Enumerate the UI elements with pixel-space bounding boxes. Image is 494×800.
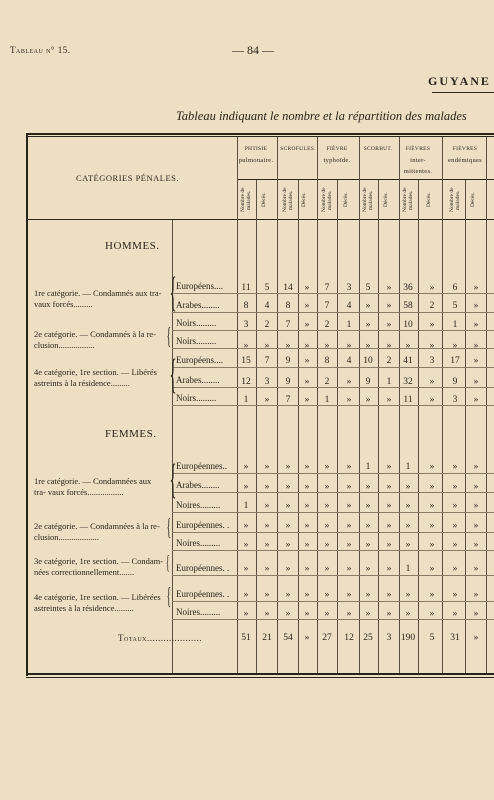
table-cell: »: [264, 609, 270, 619]
row-rule: [172, 473, 494, 474]
table-cell: 1: [324, 395, 330, 405]
row-label: Noirs.........: [176, 318, 217, 328]
disease-header: FIÈVRE: [326, 146, 348, 152]
table-cell: »: [365, 320, 371, 330]
table-cell: »: [473, 590, 479, 600]
table-cell: »: [264, 521, 270, 531]
table-cell: »: [324, 609, 330, 619]
row-label: Noirs.........: [176, 393, 217, 403]
table-cell: »: [304, 564, 310, 574]
row-rule: [172, 293, 494, 294]
table-cell: »: [285, 341, 291, 351]
row-label: Européennes. .: [176, 520, 230, 530]
header-bottom-rule: [26, 219, 494, 220]
row-rule: [172, 405, 494, 406]
table-cell: »: [304, 609, 310, 619]
table-cell: »: [346, 521, 352, 531]
table-cell: 58: [403, 301, 413, 311]
table-cell: »: [285, 540, 291, 550]
table-cell: »: [386, 283, 392, 293]
disease-header-rule: [237, 179, 494, 180]
table-cell: »: [452, 540, 458, 550]
table-cell: 9: [285, 356, 291, 366]
table-cell: 32: [403, 377, 413, 387]
table-cell: »: [473, 564, 479, 574]
subheader: Décès.: [343, 192, 349, 208]
table-cell: »: [365, 341, 371, 351]
table-cell: »: [429, 609, 435, 619]
table-cell: »: [405, 521, 411, 531]
table-cell: »: [386, 501, 392, 511]
table-cell: »: [346, 377, 352, 387]
table-cell: »: [473, 501, 479, 511]
table-cell: »: [304, 590, 310, 600]
disease-header: SCORBUT.: [363, 146, 393, 152]
row-rule: [172, 492, 494, 493]
table-cell: »: [324, 590, 330, 600]
subheader: Décès.: [261, 192, 267, 208]
table-cell: 11: [403, 395, 413, 405]
subheader: Décès.: [470, 192, 476, 208]
table-cell: 5: [365, 283, 371, 293]
table-cell: »: [452, 609, 458, 619]
disease-header: mittentes.: [403, 168, 433, 175]
table-cell: »: [429, 590, 435, 600]
table-cell: »: [473, 377, 479, 387]
table-cell: 1: [243, 395, 249, 405]
table-cell: 1: [405, 462, 411, 472]
table-cell: »: [452, 341, 458, 351]
table-cell: 12: [241, 377, 251, 387]
table-cell: »: [386, 540, 392, 550]
table-cell: »: [452, 462, 458, 472]
table-cell: »: [346, 609, 352, 619]
table-cell: 7: [324, 283, 330, 293]
table-cell: 10: [363, 356, 373, 366]
table-cell: »: [473, 301, 479, 311]
table-cell: »: [365, 482, 371, 492]
table-cell: »: [365, 540, 371, 550]
disease-header: FIÈVRES: [405, 146, 431, 152]
table-cell: »: [243, 609, 249, 619]
subheader: Décès.: [383, 192, 389, 208]
table-cell: »: [405, 609, 411, 619]
section-hommes: HOMMES.: [105, 240, 160, 252]
header-rule: [432, 92, 494, 93]
table-cell: »: [304, 320, 310, 330]
page-number: — 84 —: [232, 43, 274, 57]
category-label: 2e catégorie. — Condamnées à la re- clusion...................: [34, 521, 160, 542]
table-cell: »: [346, 395, 352, 405]
category-label: 2e catégorie. — Condamnés à la re- clusion.................: [34, 329, 157, 350]
table-cell: 7: [285, 320, 291, 330]
table-top-rule: [26, 133, 494, 135]
table-cell: »: [304, 521, 310, 531]
table-cell: »: [405, 590, 411, 600]
table-cell: »: [324, 341, 330, 351]
table-cell: »: [473, 341, 479, 351]
total-cell: 21: [262, 633, 272, 643]
categories-header: CATÉGORIES PÉNALES.: [76, 173, 180, 183]
row-label: Européens....: [176, 281, 223, 291]
table-cell: 1: [346, 320, 352, 330]
table-cell: »: [243, 482, 249, 492]
table-left-border: [26, 133, 28, 676]
total-cell: 54: [283, 633, 293, 643]
totals-label: Totaux....................: [118, 633, 203, 643]
table-cell: »: [386, 521, 392, 531]
table-cell: »: [285, 501, 291, 511]
row-rule: [172, 330, 494, 331]
table-title: Tableau indiquant le nombre et la répartition des malades: [176, 109, 467, 123]
subheader: Nombre de malades.: [321, 187, 333, 213]
row-label: Européennes. .: [176, 589, 230, 599]
table-cell: »: [324, 540, 330, 550]
table-number: Tableau n° 15.: [10, 45, 71, 55]
brace: {: [169, 457, 177, 503]
table-cell: »: [264, 590, 270, 600]
table-cell: 1: [452, 320, 458, 330]
table-cell: »: [365, 301, 371, 311]
table-cell: »: [473, 540, 479, 550]
total-cell: 190: [400, 633, 416, 643]
brace: {: [166, 515, 172, 541]
table-cell: »: [452, 521, 458, 531]
table-cell: 7: [264, 356, 270, 366]
row-label: Européennes. .: [176, 563, 230, 573]
table-cell: »: [473, 283, 479, 293]
table-cell: »: [324, 564, 330, 574]
total-cell: 12: [344, 633, 354, 643]
table-cell: »: [429, 521, 435, 531]
total-cell: 31: [450, 633, 460, 643]
table-cell: »: [386, 320, 392, 330]
table-cell: »: [386, 609, 392, 619]
total-cell: 27: [322, 633, 332, 643]
table-cell: »: [243, 521, 249, 531]
disease-header: PHTISIE: [244, 146, 268, 152]
table-cell: »: [346, 482, 352, 492]
column-rule: [465, 180, 466, 673]
disease-header: SCROFULES.: [280, 146, 316, 152]
table-cell: »: [243, 462, 249, 472]
table-cell: 3: [243, 320, 249, 330]
table-cell: »: [405, 341, 411, 351]
disease-header: FIÈVRES: [452, 146, 478, 152]
table-cell: 11: [241, 283, 251, 293]
table-cell: »: [264, 482, 270, 492]
table-cell: »: [346, 462, 352, 472]
brace: {: [169, 270, 177, 316]
table-cell: 9: [452, 377, 458, 387]
table-cell: »: [346, 540, 352, 550]
table-cell: 8: [285, 301, 291, 311]
subheader: Nombre de malades.: [362, 187, 374, 213]
row-rule: [172, 575, 494, 576]
row-label: Européennes..: [176, 461, 227, 471]
column-rule: [418, 180, 419, 673]
table-cell: »: [264, 395, 270, 405]
table-cell: 5: [452, 301, 458, 311]
table-cell: 1: [386, 377, 392, 387]
table-cell: »: [452, 564, 458, 574]
table-cell: »: [264, 540, 270, 550]
table-cell: 10: [403, 320, 413, 330]
row-rule: [172, 550, 494, 551]
row-label: Arabes........: [176, 480, 220, 490]
total-cell: »: [473, 633, 479, 643]
row-rule: [172, 532, 494, 533]
table-cell: »: [264, 462, 270, 472]
column-rule: [378, 180, 379, 673]
brace: {: [165, 552, 170, 574]
table-cell: 4: [346, 356, 352, 366]
table-cell: »: [429, 283, 435, 293]
column-rule: [256, 180, 257, 673]
table-cell: 3: [346, 283, 352, 293]
brace: {: [169, 352, 177, 398]
table-cell: »: [285, 609, 291, 619]
table-cell: »: [346, 341, 352, 351]
category-label: 1re catégorie. — Condamnés aux tra- vaux forcés.........: [34, 288, 162, 309]
brace: {: [166, 584, 172, 610]
row-label: Noires.........: [176, 607, 221, 617]
table-cell: »: [365, 590, 371, 600]
table-cell: »: [386, 462, 392, 472]
table-cell: »: [324, 501, 330, 511]
region-title: GUYANE: [428, 74, 491, 88]
table-cell: »: [386, 590, 392, 600]
table-cell: »: [304, 395, 310, 405]
table-cell: »: [285, 462, 291, 472]
table-cell: 8: [243, 301, 249, 311]
table-cell: »: [429, 540, 435, 550]
category-label: 4e catégorie, 1re section. — Libérés astreints à la résidence.........: [34, 367, 157, 388]
subheader: Nombre de malades.: [402, 187, 414, 213]
table-cell: »: [473, 395, 479, 405]
table-cell: »: [243, 564, 249, 574]
table-cell: »: [405, 540, 411, 550]
table-cell: »: [405, 501, 411, 511]
table-cell: »: [304, 341, 310, 351]
table-cell: »: [452, 590, 458, 600]
disease-header: endémiques: [447, 157, 483, 164]
column-rule: [337, 180, 338, 673]
table-cell: »: [264, 501, 270, 511]
subheader: Décès.: [301, 192, 307, 208]
row-rule: [172, 387, 494, 388]
table-cell: »: [386, 564, 392, 574]
table-cell: »: [285, 482, 291, 492]
table-cell: 41: [403, 356, 413, 366]
category-label: 4e catégorie, 1re section. — Libérées astreintes à la résidence.........: [34, 592, 161, 613]
table-cell: »: [473, 320, 479, 330]
table-cell: »: [346, 564, 352, 574]
table-cell: »: [473, 482, 479, 492]
table-cell: »: [324, 462, 330, 472]
row-label: Arabes........: [176, 375, 220, 385]
row-rule: [172, 312, 494, 313]
row-rule: [172, 601, 494, 602]
table-cell: »: [243, 590, 249, 600]
table-cell: »: [365, 521, 371, 531]
table-cell: 1: [365, 462, 371, 472]
total-cell: 5: [429, 633, 435, 643]
table-cell: 3: [452, 395, 458, 405]
table-cell: »: [429, 320, 435, 330]
row-rule: [172, 512, 494, 513]
table-cell: »: [429, 377, 435, 387]
table-cell: »: [304, 283, 310, 293]
table-cell: 2: [324, 320, 330, 330]
table-cell: »: [324, 521, 330, 531]
table-cell: »: [365, 564, 371, 574]
table-cell: »: [473, 609, 479, 619]
disease-header: inter-: [410, 157, 426, 164]
table-cell: »: [473, 462, 479, 472]
total-cell: 51: [241, 633, 251, 643]
table-cell: »: [429, 395, 435, 405]
table-cell: »: [429, 462, 435, 472]
table-cell: 3: [264, 377, 270, 387]
disease-header: typhoïde.: [323, 157, 351, 164]
row-label: Arabes........: [176, 300, 220, 310]
total-cell: 3: [386, 633, 392, 643]
table-cell: »: [304, 356, 310, 366]
subheader: Nombre de malades.: [449, 187, 461, 213]
table-cell: 36: [403, 283, 413, 293]
subheader: Nombre de malades.: [282, 187, 294, 213]
table-cell: 7: [285, 395, 291, 405]
table-cell: 1: [405, 564, 411, 574]
table-cell: »: [346, 501, 352, 511]
section-femmes: FEMMES.: [105, 428, 157, 440]
table-cell: 9: [365, 377, 371, 387]
table-cell: 5: [264, 283, 270, 293]
table-cell: »: [429, 341, 435, 351]
table-cell: »: [386, 301, 392, 311]
table-cell: »: [304, 540, 310, 550]
table-top-rule-thin: [26, 136, 494, 137]
subheader: Décès.: [426, 192, 432, 208]
table-cell: 2: [429, 301, 435, 311]
table-cell: »: [285, 521, 291, 531]
table-cell: »: [243, 341, 249, 351]
brace: {: [166, 324, 172, 350]
table-cell: 15: [241, 356, 251, 366]
table-cell: »: [405, 482, 411, 492]
row-label: Noirs.........: [176, 336, 217, 346]
table-cell: »: [304, 301, 310, 311]
total-cell: »: [304, 633, 310, 643]
table-cell: 4: [264, 301, 270, 311]
table-cell: 14: [283, 283, 293, 293]
table-cell: 6: [452, 283, 458, 293]
table-cell: »: [473, 521, 479, 531]
total-cell: 25: [363, 633, 373, 643]
table-cell: 1: [243, 501, 249, 511]
table-cell: 7: [324, 301, 330, 311]
row-rule: [172, 367, 494, 368]
table-cell: »: [452, 501, 458, 511]
table-cell: »: [365, 395, 371, 405]
table-cell: »: [285, 590, 291, 600]
category-label: 1re catégorie. — Condamnées aux tra- vaux forcés.................: [34, 476, 152, 497]
table-cell: »: [324, 482, 330, 492]
table-cell: »: [264, 341, 270, 351]
table-cell: »: [429, 564, 435, 574]
table-bottom-rule-thin: [26, 677, 494, 678]
table-cell: 4: [346, 301, 352, 311]
row-label: Noires.........: [176, 500, 221, 510]
table-cell: »: [429, 501, 435, 511]
table-cell: »: [386, 341, 392, 351]
row-rule: [172, 619, 494, 620]
table-cell: 2: [264, 320, 270, 330]
table-cell: 9: [285, 377, 291, 387]
table-cell: »: [285, 564, 291, 574]
table-cell: »: [243, 540, 249, 550]
table-cell: »: [452, 482, 458, 492]
table-cell: »: [304, 462, 310, 472]
table-cell: 17: [450, 356, 460, 366]
table-cell: »: [346, 590, 352, 600]
table-cell: »: [304, 482, 310, 492]
subheader: Nombre de malades.: [240, 187, 252, 213]
table-cell: »: [386, 482, 392, 492]
table-cell: »: [365, 609, 371, 619]
category-label: 3e catégorie, 1re section. — Condam- nées correctionnellement.......: [34, 556, 164, 577]
table-cell: »: [304, 501, 310, 511]
table-bottom-rule: [26, 673, 494, 675]
table-cell: »: [264, 564, 270, 574]
table-cell: »: [304, 377, 310, 387]
table-cell: »: [386, 395, 392, 405]
table-cell: 8: [324, 356, 330, 366]
table-cell: 2: [324, 377, 330, 387]
disease-header: pulmonaire.: [238, 157, 274, 164]
row-label: Noires.........: [176, 538, 221, 548]
table-cell: »: [365, 501, 371, 511]
row-label: Européens....: [176, 355, 223, 365]
table-cell: 2: [386, 356, 392, 366]
table-cell: »: [473, 356, 479, 366]
table-cell: 3: [429, 356, 435, 366]
table-cell: »: [429, 482, 435, 492]
